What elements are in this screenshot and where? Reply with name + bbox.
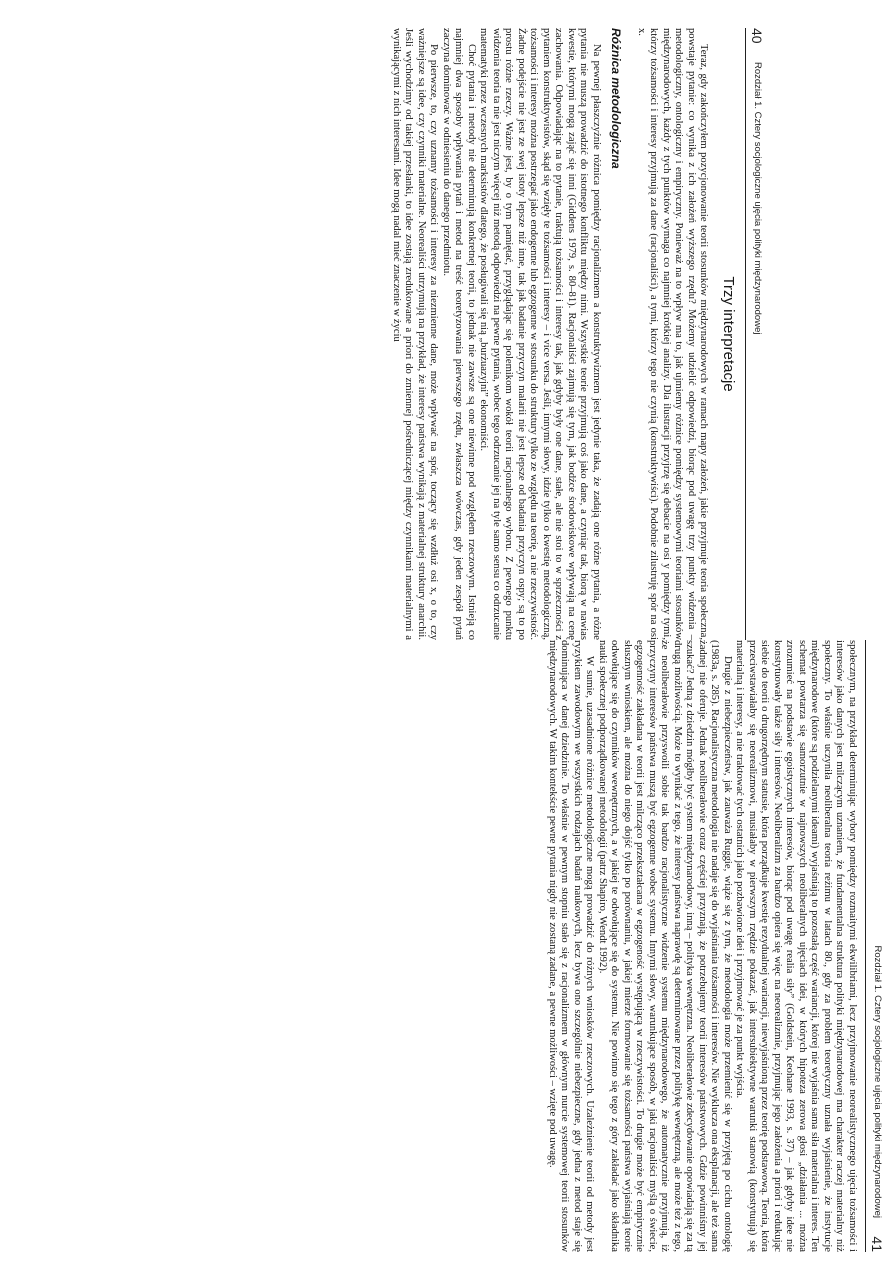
header-rule — [865, 640, 866, 1252]
paragraph: Na pewnej płaszczyźnie różnica pomiędzy racjonalizmem a konstruktywizmem jest jedynie taka, że zadają one różne pytania, a różne pytania nie muszą prowadzić do istotnego konfliktu między nimi. Wszystkie teorie przyjmują coś jako dane, a czyniąc tak, biorą w nawias kwestie, którymi mogą zająć się inni (Giddens 1979, s. 80–81). Racjonaliści zajmują się tym, jak bodźce środowiskowe wpływają na cenę zachowania. Odpowiadając na to pytanie, traktują tożsamości i interesy tak, jak gdyby były one dane, stałe, ale nie stoi to w sprzeczności z pytaniem konstruktywistów, skąd się wzięły te tożsamości i interesy – i vice versa. Jeśli, innymi słowy, idzie tylko o kwestię metodologiczną, tożsamości i interesy można postrzegać jako endogenne lub egzogenne w stosunku do struktury tylko ze względu na teorię, a nie rzeczywistość. Żadne podejście nie jest ze swej istoty lepsze niż inne, tak jak badanie przyczyn malarii nie jest lepsze od badania przyczyn ospy; są to po prostu różne rzeczy. Ważne jest, by o tym pamiętać, przyglądając się polemikom wokół teorii racjonalnego wyboru. Z pewnego punktu widzenia teoria ta nie jest niczym więcej niż metodą odpowiedzi na pewne pytania, wobec tego odrzucanie jej na tyle samo sensu co odrzucanie matematyki przez wczesnych marksistów dlatego, że posługiwali się nią „burżuazyjni” ekonomiści. — [478, 28, 602, 640]
paragraph: Drugie z niebezpieczeństw, jak zauważa Ruggie, wiąże się z tym, że metodologia może przemienić się w przyjętą po cichu ontologię (1983a, s. 285). Racjonalistyczna metodologia nie nadaje się do wyjaśniania tożsamości i interesów. Nie wyklucza ona eksplanacji, ale też sama żadnej nie oferuje. Jednak neoliberałowie coraz częściej przyznają, że potrzebujemy teorii interesów państwowych. Gdzie powinniśmy jej szukać? Jedną z dziedzin mógłby być system międzynarodowy, inną – polityka wewnętrzna. Neoliberałowie zdecydowanie opowiadają się za tą drugą możliwością. Może to wynikać z tego, że interesy państwa naprawdę są determinowane przez politykę wewnętrzną, ale może też z tego, że neoliberałowie przyswoili sobie tak bardzo racjonalistyczne widzenie systemu międzynarodowego, że automatycznie przyjmują, iż przyczyny interesów państwa muszą być egzogenne wobec systemu. Innymi słowy, warunkujące sposób, w jaki racjonaliści myślą o świecie, egzogenność zakładana w teorii jest milcząco przekształcana w egzogeność występującą w rzeczywistości. To drugie może być empirycznie słusznym wnioskiem, ale można do niego dojść tylko po porównaniu, w jakiej mierze formowanie się tożsamości państwa wyjaśniają teorie odwołujące się do czynników wewnętrznych, a w jakiej te odwołujące się do systemu. Nie powinno się tego z góry zakładać jako składnika nauki społecznej podporządkowanej metodologii (patrz Shapiro, Wendt 1992). — [597, 640, 733, 1252]
right-body — [546, 640, 859, 1252]
page-number: 40 — [749, 28, 765, 44]
header-rule — [745, 28, 746, 640]
page-number: 41 — [869, 1236, 885, 1252]
subsection-title: Różnica metodologiczna — [609, 28, 624, 169]
section-title: Trzy interpretacje — [720, 276, 737, 392]
left-body — [390, 28, 735, 640]
paragraph: Teraz, gdy zakończyłem pozycjonowanie teorii stosunków międzynarodowych w ramach mapy założeń, jakie przyjmuje teoria społeczna, powstaje pytanie: co wynika z ich założeń wyższego rzędu? Możemy udzielić odpowiedzi, biorąc pod uwagę trzy punkty widzenia – metodologiczny, ontologiczny i empiryczny. Ponieważ na to wpływ ma to, jak ujmiemy różnice pomiędzy systemowymi teoriami stosunków międzynarodowych, każdy z tych punktów wymaga co najmniej krótkiej analizy. Dla ilustracji przyjrzę się debacie na osi y pomiędzy tymi, którzy tożsamości i interesy przyjmują za dane (racjonaliści), a tymi, którzy tego nie czynią (konstruktywiści). Podobnie zilustruję spór na osi x. — [636, 28, 710, 640]
right-page — [528, 640, 888, 1252]
paragraph: Choć pytania i metody nie determinują konkretnej teorii, to jednak nie zawsze są one niewinne pod względem rzeczowym. Istnieją co najmniej dwa sposoby wpływania pytań i metod na treść teoretyzowania pierwszego rzędu, zwłaszcza wówczas, gdy jeden zespół pytań zaczyna dominować w odniesieniu do danego przedmiotu. — [441, 28, 477, 640]
paragraph: Po pierwsze, to, czy uznamy tożsamości i interesy za niezmienne dane, może wpływać na spór, toczący się wzdłuż osi x, o to, czy ważniejsze są idee, czy czynniki materialne. Neorealiści utrzymują na przykład, że interesy państwa wynikają z materialnej struktury anarchii. Jeśli wychodzimy od takiej przesłanki, to idee zostają zredukowane a priori do zmiennej pośredniczącej między czynnikami materialnymi a wynikającymi z nich interesami. Idee mogą nadal mieć znaczenie w życiu — [391, 28, 440, 640]
running-head-text: Rozdział 1. Cztery socjologiczne ujęcia polityki międzynarodowej — [872, 945, 883, 1218]
running-header — [866, 640, 888, 1252]
paragraph: W sumie, uzasadnione różnice metodologiczne mogą prowadzić do różnych wniosków rzeczowych. Uzależnienie teorii od metody jest ryzykiem zawodowym we wszystkich rodzajach badań naukowych, lecz bywa ono szczególnie niebezpieczne, gdy jedna z metod staje się dominująca w danej dziedzinie. To właśnie w pewnym stopniu stało się z racjonalizmem w głównym nurcie systemowej teorii stosunków międzynarodowych. W takim kontekście pewne pytania nigdy nie zostaną zadane, a pewne możliwości – wzięte pod uwagę. — [547, 640, 596, 1252]
paragraph: społecznym, na przykład determinując wybory pomiędzy rozmaitymi ekwilibriami, lecz przyjmowanie neorealistycznego ujęcia tożsamości i interesów jako danych jest milczącym uznaniem, że fundamentalna struktura polityki międzynarodowej ma charakter raczej materialny niż społeczny. To właśnie uczyniła neoliberalna teoria reżimu w latach 80., gdy za problem teoretyczny uznała wyjaśnienie, że instytucje międzynarodowe (które są podzielanymi ideami) wyjaśniają to pozostałą część wariancji, której nie wyjaśnia sama siła materialna i interes. Ten schemat powtarza się samorzutnie w najnowszych neoliberalnych ujęciach idei, w których hipoteza zerowa głosi „działania ... można zrozumieć na podstawie egoistycznych interesów, biorąc pod uwagę realia siły” (Goldstein, Keohane 1993, s. 37) – jak gdyby idee nie konstytuowały także siły i interesów. Neoliberalizm za bardzo opiera się więc na neorealizmie, przyjmując jego założenia a priori i redukując siebie do teorii o drugorzędnym statusie, która porządkuje kwestię rezydualnej wariancji, niewyjaśnioną przez teorię podstawową. Teoria, która przeciwstawiałaby się neorealizmowi, musiałaby w pierwszym rzędzie pokazać, jak intersubiektywne warunki stanowią (konstytuują) się materialną i interesy, a nie traktować tych ostatnich jako pozbawione idei i przyjmować je za punkt wyjścia. — [734, 640, 858, 1252]
left-page — [391, 28, 768, 640]
running-header — [746, 28, 768, 640]
running-head-text: Rozdział 1. Cztery socjologiczne ujęcia polityki międzynarodowej — [752, 62, 763, 335]
